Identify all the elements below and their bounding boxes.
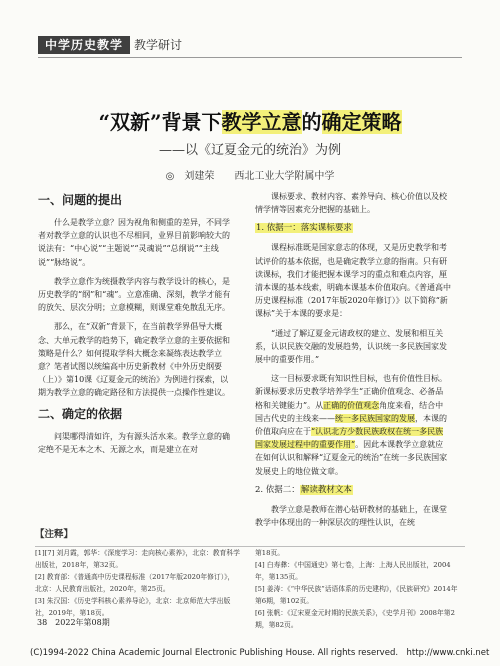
quote-paragraph: “通过了解辽夏金元诸政权的建立、发展和相互关系，认识民族交融的发展趋势，认识统一多民族国家发展中的重要作用。” — [255, 328, 447, 365]
copyright-line: (C)1994-2022 China Academic Journal Electronic Publishing House. All rights reserved. http://www.cnki.net — [30, 648, 490, 658]
highlight-c: “认识北方少数民族政权在统一多民族国家发展过程中的重要作用” — [255, 427, 444, 450]
article-title — [60, 110, 440, 134]
sub-heading-2-text: 解读教材文本 — [300, 484, 352, 495]
title-highlight-2: 确定策略 — [321, 110, 402, 134]
sub-heading-1 — [255, 222, 451, 235]
section-heading-2: 二、确定的依据 — [38, 406, 123, 421]
section-heading-1: 一、问题的提出 — [38, 193, 123, 207]
paragraph: 问渠哪得清如许，为有源头活水来。教学立意的确定绝不是无本之木、无源之水，而是建立在对 — [38, 431, 230, 454]
paragraph: 那么，在“双新”背景下，在当前教学界倡导大概念、大单元教学的趋势下，确定教学立意的主要依据和策略是什么？如何提取学科大概念来凝练表达教学立意？笔者试图以统编高中历史新教材《中外历史纲要（上）》第10课《辽夏金元的统治》为例进行探索，以期为教学立意的确定路径和方法提供一点操作性建议。 — [38, 322, 230, 398]
page-number: 38 2022年第08期 — [37, 618, 110, 627]
left-column — [38, 188, 234, 462]
paragraph: 课标要求、教材内容、素养导向、核心价值以及校情学情等因素充分把握的基础上。 — [255, 192, 447, 215]
right-column — [255, 190, 451, 535]
text: 角度来看，结合中国古代史的主线来—— — [255, 400, 444, 423]
text: 。因此本课教学立意就应在如何认识和解释“辽夏金元的统治”在统一多民族国家发展史上的地位做文章。 — [255, 440, 448, 476]
paragraph: 什么是教学立意？因为视角和侧重的差异，不同学者对教学立意的认识也不尽相同，业界目前影响较大的说法有：“中心说”“主题说”“灵魂说”“总纲说”“主线说”“脉络说”。 — [38, 218, 230, 267]
journal-header — [38, 34, 462, 58]
article-title-block — [60, 110, 440, 184]
paragraph: 课程标准既是国家意志的体现，又是历史教学和考试评价的基本依据，也是确定教学立意的指南。只有研读课标，我们才能把握本课学习的重点和难点内容，厘清本课的基本线索，明确本课基本价值取向。《普通高中历史课程标准（2017年版2020年修订）》以下简称“新课标”关于本课的要求是： — [255, 243, 451, 319]
article-subtitle: ——以《辽夏金元的统治》为例 — [158, 143, 341, 158]
notes-right-column — [255, 547, 460, 631]
sub-heading-2-prefix: 2. 依据二： — [255, 484, 300, 495]
title-mid: 的 — [301, 110, 322, 134]
paragraph: 教学立意是教师在潜心钻研教材的基础上，在课堂教学中体现出的一种深层次的理性认识，在统 — [255, 504, 447, 528]
sub-heading-2 — [255, 484, 451, 497]
highlight-a: 正确的价值观念 — [323, 400, 380, 410]
highlight-b: 统一多民族国家的发展 — [335, 413, 415, 423]
notes-left-column — [35, 547, 240, 619]
journal-brand: 中学历史教学 — [38, 36, 130, 54]
author-line: ◎ 刘建荣 西北工业大学附属中学 — [165, 171, 335, 182]
note-item: [3] 朱汉国：《历史学科核心素养导论》，北京：北京师范大学出版社，2019年，第18页。 — [35, 597, 231, 617]
note-item: [1][7] 刘月霞，郭华：《深度学习：走向核心素养》，北京：教育科学出版社，2018年，第32页。 — [35, 549, 240, 569]
paragraph-highlighted — [255, 372, 451, 478]
note-item: [6] 张帆：《辽宋夏金元时期的民族关系》，《史学月刊》2008年第2期，第82页。 — [255, 609, 455, 629]
section-label: 教学研讨 — [134, 38, 183, 52]
note-item: [4] 白寿彝：《中国通史》第七卷，上海：上海人民出版社，2004年，第135页。 — [255, 561, 451, 581]
header-rule — [38, 57, 462, 58]
notes-title: 【注释】 — [35, 529, 74, 540]
text: ，本课的价值取向应在于 — [255, 413, 447, 437]
note-item: [2] 教育部：《普通高中历史课程标准（2017年版2020年修订）》，北京：人民教育出版社，2020年，第25页。 — [35, 573, 235, 593]
note-item: 第18页。 — [255, 549, 285, 557]
sub-heading-1-text: 1. 依据一：落实课标要求 — [256, 223, 352, 234]
title-prefix: “双新”背景下 — [98, 110, 222, 134]
text: 这一目标要求既有知识性目标，也有价值性目标。新课标要求历史教学培养学生“正确价值观念、必备品格和关键能力”。从 — [255, 374, 447, 410]
title-highlight-1: 教学立意 — [221, 110, 302, 134]
paragraph: 教学立意作为统摄教学内容与教学设计的核心，是历史教学的“纲”和“魂”。立意准确、深刻，教学才能有的放矢、层次分明；立意模糊，则课堂难免散乱无序。 — [38, 276, 231, 313]
note-item: [5] 姜涛：《“中华民族”话语体系的历史建构》，《民族研究》2014年第6期，第102页。 — [255, 585, 458, 605]
